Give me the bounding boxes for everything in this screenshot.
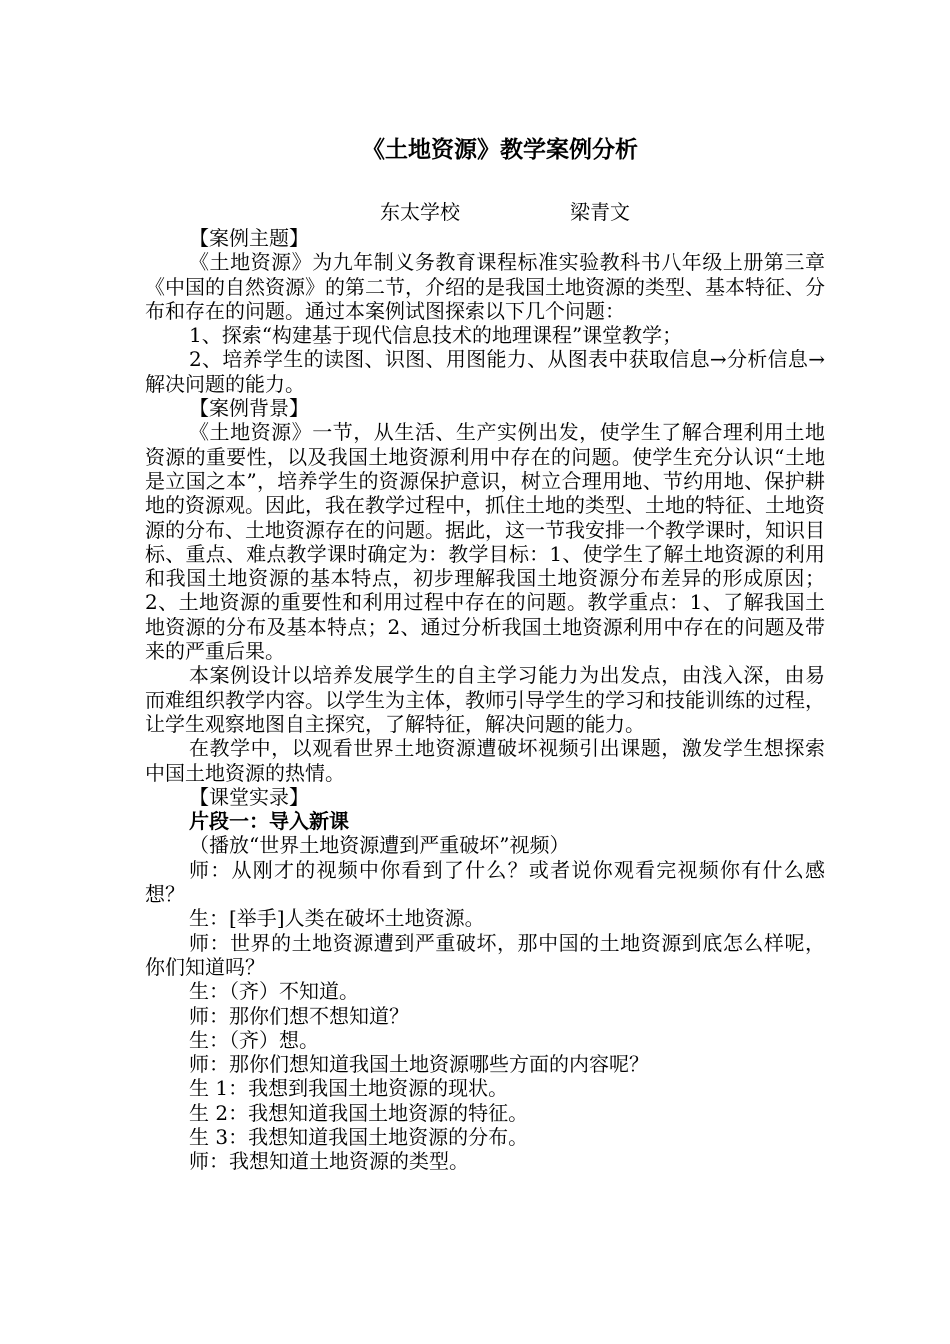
byline <box>185 200 825 224</box>
paragraph: 1、探索“构建基于现代信息技术的地理课程”课堂教学； <box>189 323 683 348</box>
paragraph: 生 3：我想知道我国土地资源的分布。 <box>189 1124 529 1149</box>
paragraph: 片段一：导入新课 <box>189 809 349 834</box>
paragraph: 师：从刚才的视频中你看到了什么？或者说你观看完视频你有什么感想？ <box>145 857 825 907</box>
paragraph: 生：（齐）想。 <box>189 1027 319 1052</box>
author-name: 梁青文 <box>570 200 630 224</box>
paragraph: 【案例主题】 <box>189 226 309 250</box>
paragraph: 师：那你们想知道我国土地资源哪些方面的内容呢？ <box>189 1052 649 1077</box>
paragraph: 【案例背景】 <box>189 396 309 421</box>
paragraph: 生 2：我想知道我国土地资源的特征。 <box>189 1100 529 1125</box>
paragraph: 在教学中，以观看世界土地资源遭破坏视频引出课题，激发学生想探索中国土地资源的热情。 <box>145 736 825 785</box>
document-body <box>145 226 825 1174</box>
paragraph: 师：我想知道土地资源的类型。 <box>189 1149 469 1174</box>
paragraph: 2、培养学生的读图、识图、用图能力、从图表中获取信息→分析信息→解决问题的能力。 <box>145 347 825 396</box>
paragraph: 生 1：我想到我国土地资源的现状。 <box>189 1076 509 1101</box>
document-page <box>145 130 825 1174</box>
paragraph: 本案例设计以培养发展学生的自主学习能力为出发点，由浅入深，由易而难组织教学内容。以学生为主体，教师引导学生的学习和技能训练的过程，让学生观察地图自主探究，了解特征，解决问题的能力。 <box>145 663 825 736</box>
paragraph: （播放“世界土地资源遭到严重破坏”视频） <box>189 833 570 858</box>
school-name: 东太学校 <box>380 200 460 224</box>
paragraph: 《土地资源》一节，从生活、生产实例出发，使学生了解合理利用土地资源的重要性，以及我国土地资源利用中存在的问题。使学生充分认识“土地是立国之本”，培养学生的资源保护意识，树立合理用地、节约用地、保护耕地的资源观。因此，我在教学过程中，抓住土地的类型、土地的特征、土地资源的分布、土地资源存在的问题。据此，这一节我安排一个教学课时，知识目标、重点、难点教学课时确定为：教学目标：1、使学生了解土地资源的利用和我国土地资源的基本特点，初步理解我国土地资源分布差异的形成原因；2、土地资源的重要性和利用过程中存在的问题。教学重点：1、了解我国土地资源的分布及基本特点；2、通过分析我国土地资源利用中存在的问题及带来的严重后果。 <box>145 420 825 664</box>
paragraph: 生：[举手]人类在破坏土地资源。 <box>189 906 485 931</box>
paragraph: 师：那你们想不想知道？ <box>189 1003 409 1028</box>
paragraph: 《土地资源》为九年制义务教育课程标准实验教科书八年级上册第三章《中国的自然资源》的第二节，介绍的是我国土地资源的类型、基本特征、分布和存在的问题。通过本案例试图探索以下几个问题： <box>145 250 825 323</box>
paragraph: 师：世界的土地资源遭到严重破坏，那中国的土地资源到底怎么样呢，你们知道吗？ <box>145 930 825 979</box>
paragraph: 生：（齐）不知道。 <box>189 979 359 1004</box>
document-title: 《土地资源》教学案例分析 <box>362 136 638 163</box>
paragraph: 【课堂实录】 <box>189 784 309 809</box>
